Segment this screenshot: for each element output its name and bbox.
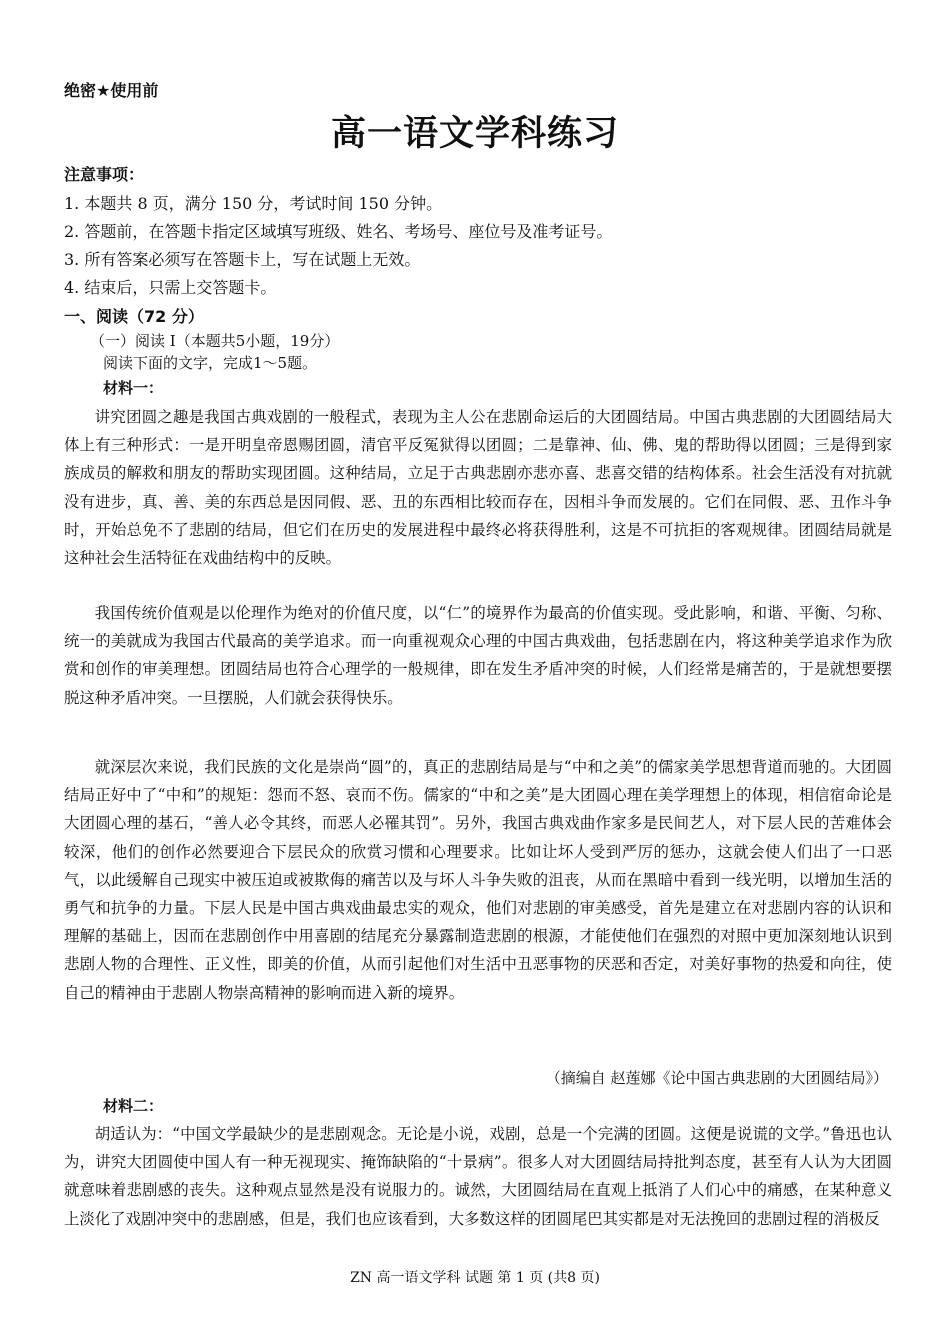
- notice-list: [64, 190, 904, 302]
- notice-item: 2. 答题前，在答题卡指定区域填写班级、姓名、考场号、座位号及准考证号。: [64, 222, 613, 241]
- notice-item: 4. 结束后，只需上交答题卡。: [64, 278, 277, 297]
- page-title: 高一语文学科练习: [330, 114, 619, 154]
- confidential-label: 绝密★使用前: [64, 81, 159, 100]
- material-one-source: （摘编自 赵莲娜《论中国古典悲剧的大团圆结局》）: [545, 1069, 888, 1087]
- notice-heading: 注意事项：: [64, 165, 145, 184]
- material-one-paragraph: 我国传统价值观是以伦理作为绝对的价值尺度，以“仁”的境界作为最高的价值实现。受此影响，和谐、平衡、匀称、统一的美就成为我国古代最高的美学追求。而一向重视观众心理的中国古典戏曲，包括悲剧在内，将这种美学追求作为欣赏和创作的审美理想。团圆结局也符合心理学的一般规律，即在发生矛盾冲突的时候，人们经常是痛苦的，于是就想要摆脱这种矛盾冲突。一旦摆脱，人们就会获得快乐。: [64, 604, 892, 707]
- material-two-paragraph: 胡适认为：“中国文学最缺少的是悲剧观念。无论是小说，戏剧，总是一个完满的团圆。这便是说谎的文学。”鲁迅也认为，讲究大团圆使中国人有一种无视现实、掩饰缺陷的“十景病”。很多人对大团圆结局持批判态度，甚至有人认为大团圆就意味着悲剧感的丧失。这种观点显然是没有说服力的。诚然，大团圆结局在直观上抵消了人们心中的痛感，在某种意义上淡化了戏剧冲突中的悲剧感，但是，我们也应该看到，大多数这样的团圆尾巴其实都是对无法挽回的悲剧过程的消极反: [64, 1125, 892, 1228]
- page-footer: ZN 高一语文学科 试题 第 1 页 (共8 页): [350, 1270, 600, 1286]
- material-one-label: 材料一：: [103, 379, 164, 397]
- material-one-paragraph: 就深层次来说，我们民族的文化是崇尚“圆”的，真正的悲剧结局是与“中和之美”的儒家美学思想背道而驰的。大团圆结局正好中了“中和”的规矩：怨而不怒、哀而不伤。儒家的“中和之美”是大团圆心理在美学理想上的体现，相信宿命论是大团圆心理的基石，“善人必令其终，而恶人必罹其罚”。另外，我国古典戏曲作家多是民间艺人，对下层人民的苦难体会较深，他们的创作必然要迎合下层民众的欣赏习惯和心理要求。比如让坏人受到严厉的惩办，这就会使人们出了一口恶气，以此缓解自己现实中被压迫或被欺侮的痛苦以及与坏人斗争失败的沮丧，从而在黑暗中看到一线光明，以增加生活的勇气和抗争的力量。下层人民是中国古典戏曲最忠实的观众，他们对悲剧的审美感受，首先是建立在对悲剧内容的认识和理解的基础上，因而在悲剧创作中用喜剧的结尾充分暴露制造悲剧的根源，才能使他们在强烈的对照中更加深刻地认识到悲剧人物的合理性、正义性，即美的价值，从而引起他们对生活中丑恶事物的厌恶和否定，对美好事物的热爱和向往，使自己的精神由于悲剧人物崇高精神的影响而进入新的境界。: [64, 758, 892, 1002]
- reading-subheading: （一）阅读 Ⅰ（本题共5小题，19分）: [90, 332, 340, 350]
- notice-item: 1. 本题共 8 页，满分 150 分，考试时间 150 分钟。: [64, 194, 443, 213]
- section-heading: 一、阅读（72 分）: [64, 307, 204, 326]
- material-two-label: 材料二：: [103, 1097, 164, 1115]
- material-one-paragraph: 讲究团圆之趣是我国古典戏剧的一般程式，表现为主人公在悲剧命运后的大团圆结局。中国古典悲剧的大团圆结局大体上有三种形式：一是开明皇帝恩赐团圆，清官平反冤狱得以团圆；二是靠神、仙、佛、鬼的帮助得以团圆；三是得到家族成员的解救和朋友的帮助实现团圆。这种结局，立足于古典悲剧亦悲亦喜、悲喜交错的结构体系。社会生活没有对抗就没有进步，真、善、美的东西总是因同假、恶、丑的东西相比较而存在，因相斗争而发展的。它们在同假、恶、丑作斗争时，开始总免不了悲剧的结局，但它们在历史的发展进程中最终必将获得胜利，这是不可抗拒的客观规律。团圆结局就是这种社会生活特征在戏曲结构中的反映。: [64, 408, 892, 568]
- notice-item: 3. 所有答案必须写在答题卡上，写在试题上无效。: [64, 250, 421, 269]
- reading-instruction: 阅读下面的文字，完成1～5题。: [103, 354, 318, 372]
